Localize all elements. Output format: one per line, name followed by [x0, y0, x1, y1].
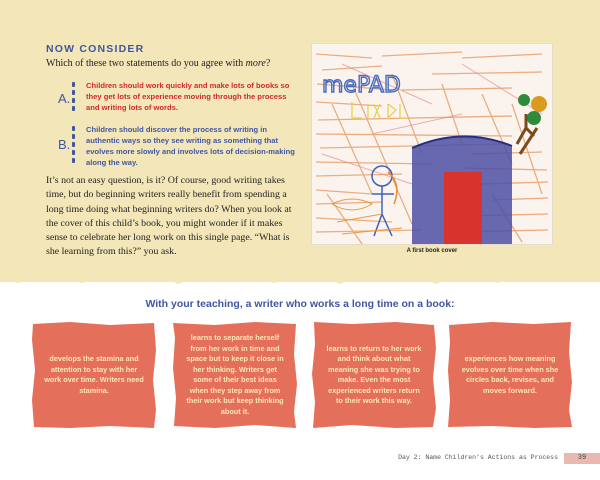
option-letter: B. — [58, 137, 71, 152]
torn-paper-edge — [0, 266, 600, 292]
card-1 — [30, 320, 158, 430]
dashed-bar-icon — [72, 126, 75, 166]
cards-heading: With your teaching, a writer who works a long time on a book: — [145, 298, 455, 310]
page-footer — [0, 453, 600, 465]
footer-running-title: Day 2: Name Children’s Actions as Process — [398, 454, 558, 461]
card-text: learns to separate herself from her work in time and space but to keep it close in her thinking. Writers get some of their best ideas when they step away from their work but keep thinking about it. — [186, 333, 284, 416]
option-letter: A. — [58, 91, 71, 106]
card-2 — [171, 320, 299, 430]
child-drawing — [312, 44, 552, 244]
book-cover-photo — [312, 44, 552, 244]
option-a — [58, 80, 288, 116]
card-text: learns to return to her work and think about what meaning she was trying to make. Even the most experienced writers return to their work this way. — [326, 343, 422, 405]
body-paragraph: It’s not an easy question, is it? Of course, good writing takes time, but do beginning writers really benefit from spending a long time doing what beginning writers do? When you look at the cover of this child’s book, you might wonder if it makes sense to celebrate her long work on this single page. “What is she learning from this?” you ask. — [46, 175, 292, 258]
option-b — [58, 124, 295, 168]
page-number: 39 — [564, 453, 600, 464]
question-text: Which of these two statements do you agree with more? — [46, 58, 271, 69]
option-text: Children should discover the process of writing in authentic ways so they see writing as something that evolves more slowly and involves lots of decision-making along the way. — [86, 125, 295, 167]
card-3 — [310, 320, 438, 430]
dashed-bar-icon — [72, 82, 75, 114]
card-4 — [446, 320, 574, 430]
scribble-text: mePAD — [322, 73, 401, 98]
figure-caption: A first book cover — [406, 248, 458, 254]
section-heading: NOW CONSIDER — [46, 43, 145, 55]
card-text: experiences how meaning evolves over time when she circles back, revises, and moves forward. — [461, 354, 559, 395]
option-text: Children should work quickly and make lots of books so they get lots of experience moving through the process and writing lots of words. — [86, 81, 290, 112]
card-text: develops the stamina and attention to stay with her work over time. Writers need stamina. — [44, 354, 144, 395]
